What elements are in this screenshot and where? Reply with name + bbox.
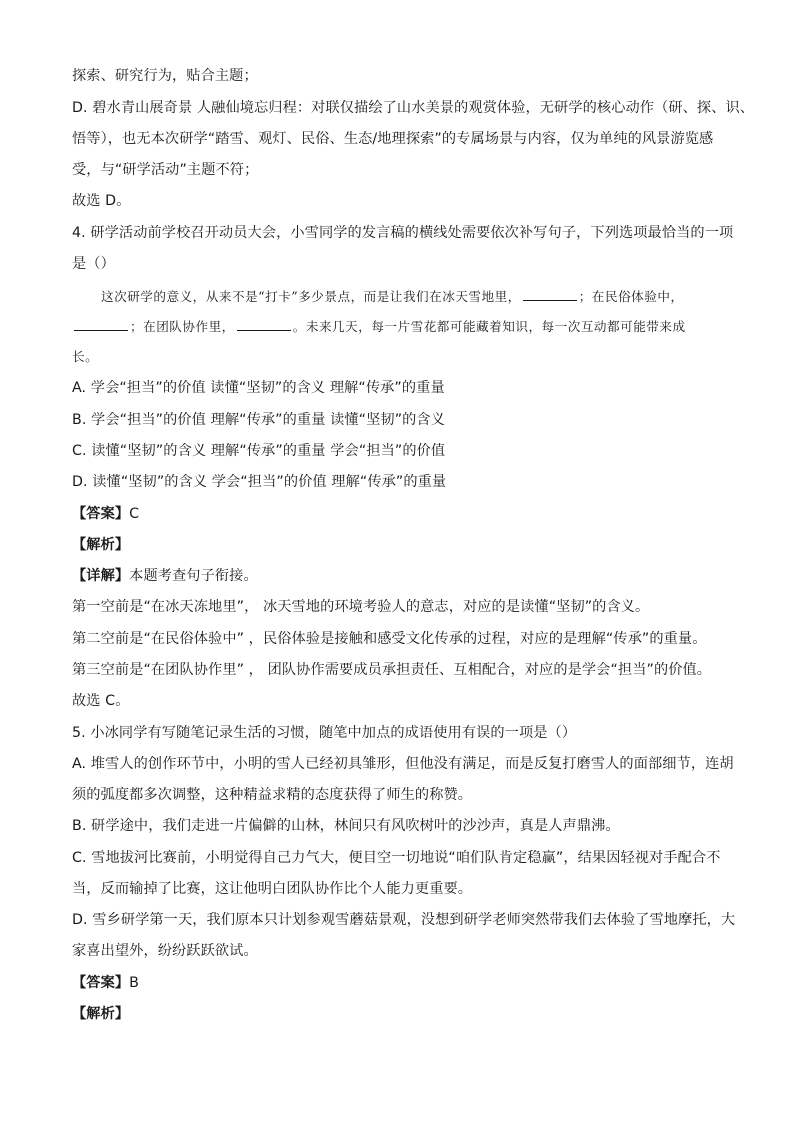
answer-value: C <box>129 506 140 522</box>
option-a-cont: 须的弧度都多次调整，这种精益求精的态度获得了师生的称赞。 <box>72 787 473 803</box>
detail-tag: 【详解】 <box>72 568 130 584</box>
detail-text: 本题考查句子衔接。 <box>129 568 258 584</box>
passage-text: ；在民俗体验中， <box>578 289 684 304</box>
option-b: B. 学会“担当”的价值 理解“传承”的重量 读懂“坚韧”的含义 <box>72 412 446 428</box>
speech-passage-line-2 <box>72 317 686 337</box>
passage-text: 。未来几天，每一片雪花都可能藏着知识，每一次互动都可能带来成 <box>292 319 686 334</box>
speech-passage-line-1 <box>101 287 684 307</box>
answer-value: B <box>129 975 139 991</box>
answer-tag: 【答案】 <box>72 506 130 522</box>
answer-4 <box>72 504 139 524</box>
explanation-line: 故选 C。 <box>72 693 130 709</box>
analysis-tag: 【解析】 <box>72 537 130 553</box>
option-d: D. 雪乡研学第一天，我们原本只计划参观雪蘑菇景观，没想到研学老师突然带我们去体验了雪地摩托，大 <box>72 912 736 928</box>
passage-text: 这次研学的意义，从来不是“打卡”多少景点，而是让我们在冰天雪地里， <box>101 289 521 304</box>
option-d-cont: 家喜出望外，纷纷跃跃欲试。 <box>72 943 258 959</box>
detail-line <box>72 566 258 586</box>
option-c: C. 雪地拔河比赛前，小明觉得自己力气大，便目空一切地说“咱们队肯定稳赢”，结果因轻视对手配合不 <box>72 850 721 866</box>
explanation-line: 第三空前是“在团队协作里” ， 团队协作需要成员承担责任、互相配合，对应的是学会“担当”的价值。 <box>72 662 712 678</box>
explanation-line: 第一空前是“在冰天冻地里”， 冰天雪地的环境考验人的意志，对应的是读懂“坚韧”的含义。 <box>72 599 650 615</box>
question-4-stem-cont: 是（） <box>72 256 115 272</box>
text-line: 故选 D。 <box>72 193 131 209</box>
text-line: 悟等），也无本次研学“踏雪、观灯、民俗、生态/地理探索”的专属场景与内容，仅为单纯的风景游览感 <box>72 131 714 147</box>
option-b: B. 研学途中，我们走进一片偏僻的山林，林间只有风吹树叶的沙沙声，真是人声鼎沸。 <box>72 818 620 834</box>
option-c: C. 读懂“坚韧”的含义 理解“传承”的重量 学会“担当”的价值 <box>72 443 446 459</box>
option-c-cont: 当，反而输掉了比赛，这让他明白团队协作比个人能力更重要。 <box>72 881 473 897</box>
option-a: A. 堆雪人的创作环节中，小明的雪人已经初具雏形，但他没有满足，而是反复打磨雪人的面部细节，连胡 <box>72 756 734 772</box>
analysis-tag: 【解析】 <box>72 1006 130 1022</box>
option-d: D. 读懂“坚韧”的含义 学会“担当”的价值 理解“传承”的重量 <box>72 474 447 490</box>
option-a: A. 学会“担当”的价值 读懂“坚韧”的含义 理解“传承”的重量 <box>72 380 445 396</box>
question-5-stem: 5. 小冰同学有写随笔记录生活的习惯，随笔中加点的成语使用有误的一项是（） <box>72 725 577 741</box>
blank-1 <box>523 288 577 301</box>
text-line: 探索、研究行为，贴合主题； <box>72 68 258 84</box>
answer-5 <box>72 973 139 993</box>
passage-text: ；在团队协作里， <box>130 319 235 334</box>
text-line: 受，与“研学活动”主题不符； <box>72 162 259 178</box>
speech-passage-line-3: 长。 <box>72 349 99 364</box>
blank-2 <box>74 318 128 331</box>
text-line: D. 碧水青山展奇景 人融仙境忘归程：对联仅描绘了山水美景的观赏体验，无研学的核心动作（研、探、识、 <box>72 100 755 116</box>
blank-3 <box>237 318 291 331</box>
explanation-line: 第二空前是“在民俗体验中” ，民俗体验是接触和感受文化传承的过程，对应的是理解“传承”的重量。 <box>72 631 707 647</box>
answer-tag: 【答案】 <box>72 975 130 991</box>
question-4-stem: 4. 研学活动前学校召开动员大会，小雪同学的发言稿的横线处需要依次补写句子，下列选项最恰当的一项 <box>72 225 734 241</box>
